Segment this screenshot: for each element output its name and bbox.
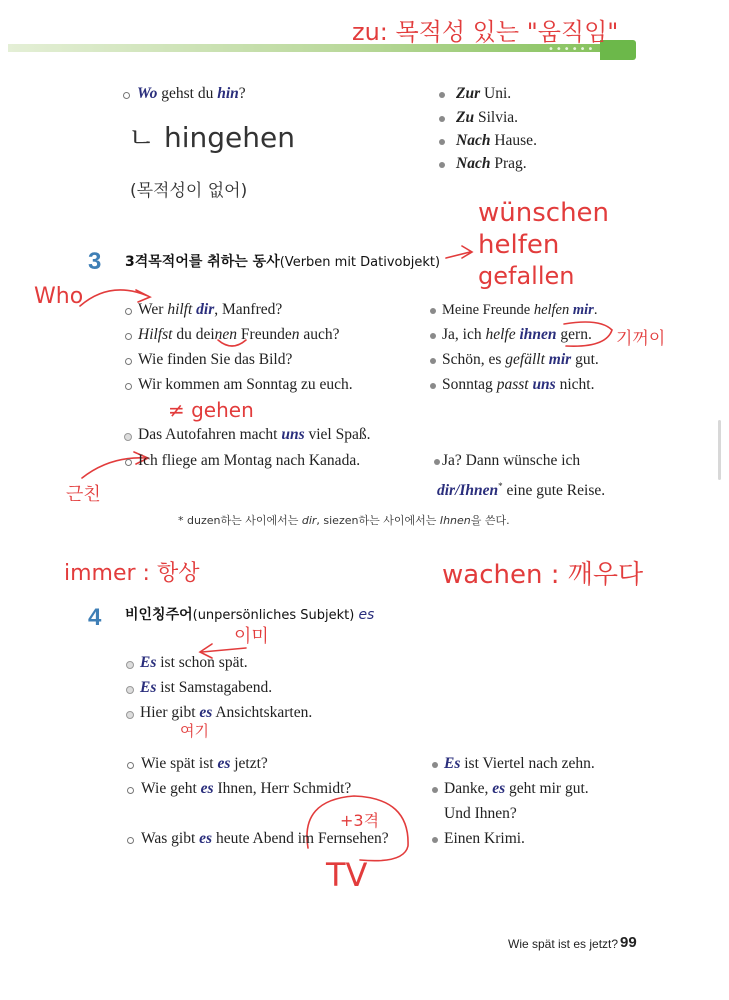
footer-title: Wie spät ist es jetzt? — [508, 937, 619, 951]
bullet — [434, 459, 440, 465]
bullet — [439, 92, 445, 98]
bullet — [430, 358, 436, 364]
s4-item-2: Es ist Samstagabend. — [140, 679, 273, 696]
s4-item-3: Hier gibt es Ansichtskarten. — [140, 704, 313, 721]
annotation-gehen: ≠ gehen — [168, 398, 254, 422]
bullet — [124, 433, 132, 441]
annotation-verb-1: wünschen — [478, 198, 610, 228]
annotation-hingehen-note: (목적성이 없어) — [130, 181, 248, 201]
answer-3: Nach Hause. — [456, 132, 537, 149]
s3-answer-4: Sonntag passt uns nicht. — [442, 376, 595, 393]
bullet — [125, 459, 132, 466]
header-dots: •••••• — [548, 44, 596, 55]
bullet — [127, 762, 134, 769]
s3-question-1: Wer hilft dir, Manfred? — [138, 301, 283, 318]
s3-statement-2: Ich fliege am Montag nach Kanada. — [138, 452, 361, 469]
s4-answer-3: Einen Krimi. — [444, 830, 525, 847]
annotation-wachen: wachen : 깨우다 — [442, 560, 644, 590]
s3-statement: Das Autofahren macht uns viel Spaß. — [138, 426, 371, 443]
annotation-fernsehen: +3격 — [340, 811, 380, 830]
arrow-verbs — [446, 246, 472, 258]
bullet — [123, 92, 130, 99]
answer-4: Nach Prag. — [456, 155, 527, 172]
bullet — [125, 308, 132, 315]
s4-answer-2: Danke, es geht mir gut. — [444, 780, 589, 797]
bullet — [126, 686, 134, 694]
annotation-tv: TV — [326, 856, 368, 894]
section-3-title: 3격목적어를 취하는 동사(Verben mit Dativobjekt) — [125, 254, 441, 270]
s3-question-4: Wir kommen am Sonntag zu euch. — [138, 376, 353, 393]
s3-reply-1: Ja? Dann wünsche ich — [442, 452, 581, 469]
answer-2: Zu Silvia. — [456, 109, 519, 126]
s3-question-2: Hilfst du deinen Freunden auch? — [138, 326, 340, 343]
bullet — [432, 762, 438, 768]
bullet — [125, 333, 132, 340]
s3-answer-1: Meine Freunde helfen mir. — [442, 302, 598, 318]
s3-reply-2: dir/Ihnen* eine gute Reise. — [437, 481, 606, 500]
bullet — [439, 116, 445, 122]
s4-answer-1: Es ist Viertel nach zehn. — [444, 755, 595, 772]
annotation-left2: 근친 — [66, 484, 101, 505]
s4-item-1: Es ist schon spät. — [140, 654, 248, 671]
bullet — [125, 358, 132, 365]
bullet — [127, 837, 134, 844]
question-wo: Wo gehst du hin? — [137, 85, 246, 102]
annotation-hier: 여기 — [180, 722, 209, 740]
bullet — [439, 162, 445, 168]
answer-1: Zur Uni. — [456, 85, 512, 102]
annotation-immer: immer : 항상 — [64, 561, 200, 586]
annotation-wer: Who — [34, 284, 84, 309]
s4-question-1: Wie spät ist es jetzt? — [141, 755, 268, 772]
s4-question-3: Was gibt es heute Abend im Fernsehen? — [141, 830, 389, 847]
section-3-footnote: * duzen하는 사이에서는 dir, siezen하는 사이에서는 Ihnen을 쓴다. — [178, 514, 510, 527]
section-3-number: 3 — [88, 248, 102, 275]
bullet — [439, 139, 445, 145]
section-4-title: 비인칭주어(unpersönliches Subjekt) es — [125, 607, 375, 623]
s3-answer-2: Ja, ich helfe ihnen gern. — [442, 326, 592, 343]
page-number: 99 — [620, 934, 637, 951]
bullet — [126, 661, 134, 669]
bullet — [430, 333, 436, 339]
annotation-schon: 이미 — [234, 626, 269, 647]
annotation-gern: 기꺼이 — [616, 329, 666, 349]
bullet — [125, 383, 132, 390]
bullet — [432, 837, 438, 843]
bullet — [126, 711, 134, 719]
s3-question-3: Wie finden Sie das Bild? — [138, 351, 293, 368]
bullet — [430, 383, 436, 389]
bullet — [127, 787, 134, 794]
bullet — [430, 308, 436, 314]
annotation-top: zu: 목적성 있는 "움직임" — [352, 18, 619, 46]
s4-answer-2-cont: Und Ihnen? — [444, 805, 517, 822]
section-4-number: 4 — [88, 604, 102, 631]
s3-answer-3: Schön, es gefällt mir gut. — [442, 351, 599, 368]
s4-question-2: Wie geht es Ihnen, Herr Schmidt? — [141, 780, 352, 797]
annotation-verb-2: helfen — [478, 230, 560, 260]
annotation-hingehen: ㄴ hingehen — [128, 121, 295, 154]
bullet — [432, 787, 438, 793]
annotation-verb-3: gefallen — [478, 262, 575, 290]
